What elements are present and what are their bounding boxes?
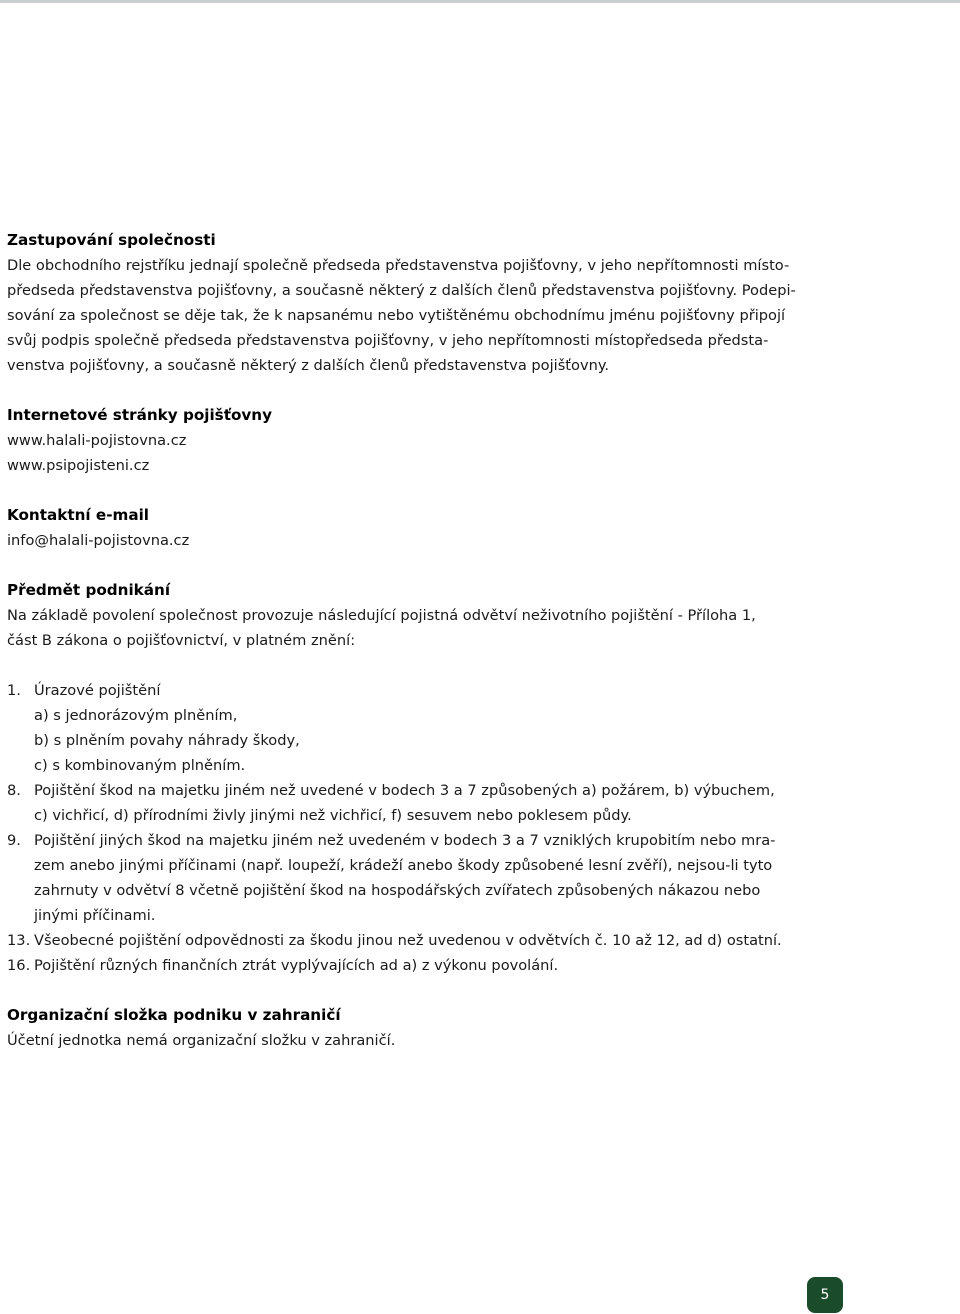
paragraph-line: sování za společnost se děje tak, že k napsanému nebo vytištěnému obchodnímu jménu pojišťovny připojí bbox=[7, 307, 786, 324]
list-item-text: zahrnuty v odvětví 8 včetně pojištění škod na hospodářských zvířatech způsobených nákazou nebo bbox=[34, 882, 761, 899]
list-item bbox=[7, 778, 775, 828]
section-heading: Organizační složka podniku v zahraničí bbox=[7, 1006, 341, 1024]
list-item bbox=[7, 928, 782, 953]
document-body bbox=[7, 228, 796, 1078]
section-heading: Zastupování společnosti bbox=[7, 231, 216, 249]
website-link[interactable]: www.halali-pojistovna.cz bbox=[7, 432, 187, 449]
list-number: 1. bbox=[7, 682, 21, 699]
list-item-text: Úrazové pojištění bbox=[34, 682, 161, 699]
paragraph-line: Dle obchodního rejstříku jednají společně předseda představenstva pojišťovny, v jeho nepřítomnosti místo- bbox=[7, 257, 790, 274]
list-subitem: b) s plněním povahy náhrady škody, bbox=[34, 732, 300, 749]
list-number: 9. bbox=[7, 832, 21, 849]
list-item bbox=[7, 953, 767, 978]
list-item bbox=[7, 828, 776, 928]
list-item-text: Pojištění různých finančních ztrát vyplývajících ad a) z výkonu povolání. bbox=[34, 957, 559, 974]
list-item-text: Všeobecné pojištění odpovědnosti za škodu jinou než uvedenou v odvětvích č. 10 až 12, ad d) ostatní. bbox=[34, 932, 782, 949]
website-link[interactable]: www.psipojisteni.cz bbox=[7, 457, 150, 474]
section-internet bbox=[7, 403, 767, 478]
section-zastupovani bbox=[7, 228, 796, 378]
section-heading: Internetové stránky pojišťovny bbox=[7, 406, 273, 424]
section-paragraph bbox=[7, 253, 796, 378]
list-subitem: c) s kombinovaným plněním. bbox=[34, 757, 246, 774]
page-number-badge: 5 bbox=[807, 1277, 843, 1313]
list-item-text: zem anebo jinými příčinami (např. loupeží, krádeží anebo škody způsobené lesní zvěří), nejsou-li tyto bbox=[34, 857, 773, 874]
paragraph-line: venstva pojišťovny, a současně některý z dalších členů představenstva pojišťovny. bbox=[7, 357, 610, 374]
paragraph-line: svůj podpis společně předseda představenstva pojišťovny, v jeho nepřítomnosti místopředseda předsta- bbox=[7, 332, 769, 349]
paragraph-line: část B zákona o pojišťovnictví, v platném znění: bbox=[7, 632, 356, 649]
list-subitem: a) s jednorázovým plněním, bbox=[34, 707, 238, 724]
blank-line bbox=[7, 653, 767, 678]
paragraph-line: Na základě povolení společnost provozuje následující pojistná odvětví neživotního pojištění - Příloha 1, bbox=[7, 607, 756, 624]
paragraph-line: Účetní jednotka nemá organizační složku v zahraničí. bbox=[7, 1032, 396, 1049]
list-number: 8. bbox=[7, 782, 21, 799]
section-heading: Předmět podnikání bbox=[7, 581, 171, 599]
list-item-text: Pojištění škod na majetku jiném než uvedené v bodech 3 a 7 způsobených a) požárem, b) výbuchem, bbox=[34, 782, 775, 799]
paragraph-line: předseda představenstva pojišťovny, a současně některý z dalších členů představenstva pojišťovny. Podepi- bbox=[7, 282, 796, 299]
list-item-text: Pojištění jiných škod na majetku jiném než uvedeném v bodech 3 a 7 vzniklých krupobitím nebo mra- bbox=[34, 832, 776, 849]
section-email bbox=[7, 503, 767, 553]
list-number: 13. bbox=[7, 932, 31, 949]
section-predmet bbox=[7, 578, 782, 978]
top-rule bbox=[0, 0, 960, 3]
list-item-text: c) vichřicí, d) přírodními živly jinými než vichřicí, f) sesuvem nebo poklesem půdy. bbox=[34, 807, 632, 824]
email-link[interactable]: info@halali-pojistovna.cz bbox=[7, 532, 190, 549]
section-organizacni bbox=[7, 1003, 767, 1053]
list-number: 16. bbox=[7, 957, 31, 974]
list-item bbox=[7, 678, 767, 778]
section-heading: Kontaktní e-mail bbox=[7, 506, 150, 524]
list-item-text: jinými příčinami. bbox=[34, 907, 156, 924]
